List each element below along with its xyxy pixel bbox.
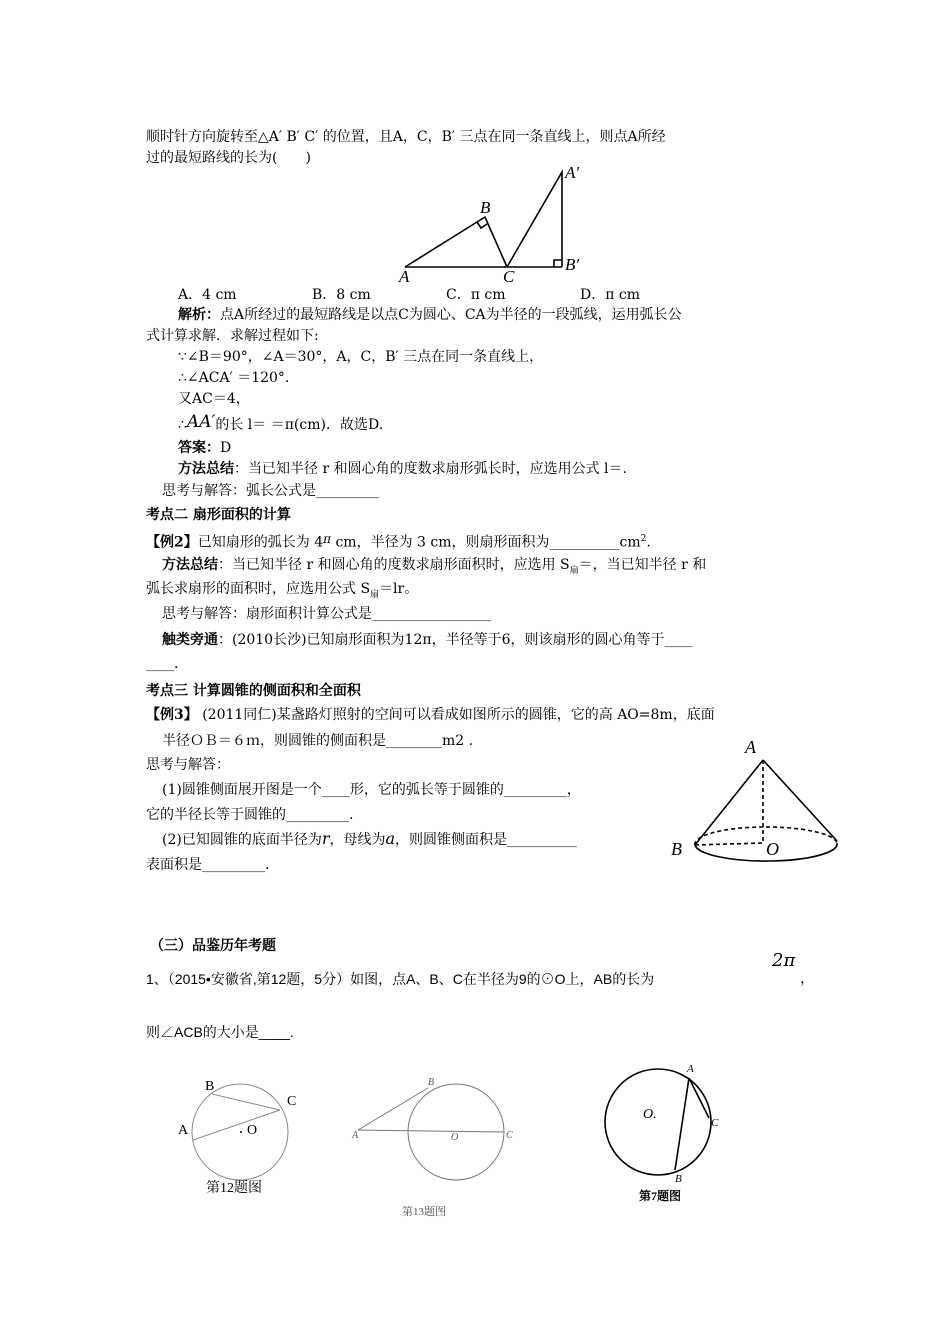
think-3-q2-line-1: (2)已知圆锥的底面半径为r，母线为a，则圆锥侧面积是__________ — [162, 829, 578, 848]
option-a: A．4 cm — [178, 287, 237, 303]
figB-label-o: O — [451, 1132, 459, 1143]
figB-label-b: B — [428, 1077, 435, 1088]
question-1-line-1: 1、（2015•安徽省,第12题，5分）如图，点A、B、C在半径为9的⊙O上，AB的长为 — [146, 971, 655, 987]
analysis-line-2: 式计算求解．求解过程如下: — [146, 328, 319, 344]
think-3-q2-line-2: 表面积是_________. — [146, 857, 270, 873]
cone-label-a: A — [745, 737, 756, 757]
circle-figure-13 — [348, 1070, 528, 1220]
fig1-label-c: C — [503, 267, 515, 285]
example-3-line-2: 半径ＯＢ＝６ｍ，则圆锥的侧面积是________m2 . — [162, 733, 474, 749]
analysis-line-3: ∵∠B＝90°，∠A＝30°，A，C，B′ 三点在同一条直线上， — [178, 349, 544, 365]
figA-label-o: O — [247, 1123, 258, 1138]
think-3-head: 思考与解答： — [146, 757, 230, 773]
question-1-comma: ， — [800, 971, 814, 987]
method-summary-2-line-2: 弧长求扇形的面积时，应选用公式 $S_扇=lr$。 — [146, 581, 419, 600]
section-2-title: 考点二 扇形面积的计算 — [146, 507, 291, 523]
option-b: B．8 cm — [312, 287, 371, 303]
question-1-line-2: 则∠ACB的大小是____. — [146, 1024, 294, 1040]
think-3-q1-line-2: 它的半径长等于圆锥的_________. — [146, 807, 354, 823]
figB-label-a: A — [352, 1130, 359, 1141]
analysis-line-4: ∴∠ACA′ ＝120°. — [178, 370, 290, 386]
fig1-label-a2: A′ — [565, 163, 580, 182]
section-3-title: 考点三 计算圆锥的侧面积和全面积 — [146, 683, 361, 699]
cone-figure — [665, 735, 845, 865]
arc-aa-label: AA′ — [186, 412, 216, 432]
analysis-line-6: ∴AA′的长 l＝ ＝π(cm)．故选D. — [178, 412, 384, 433]
think-1: 思考与解答：弧长公式是_________ — [162, 483, 379, 499]
figC-label-a: A — [687, 1063, 694, 1075]
figB-label-c: C — [506, 1130, 513, 1141]
figC-label-b: B — [675, 1173, 682, 1185]
figC-label-c: C — [711, 1117, 719, 1129]
figC-caption: 第7题图 — [639, 1189, 682, 1203]
circle-figure-12 — [170, 1070, 310, 1200]
answer-line: 答案：D — [178, 440, 232, 456]
figA-label-c: C — [287, 1094, 297, 1109]
cone-label-o: O — [766, 839, 779, 859]
figB-caption: 第13题图 — [402, 1206, 446, 1218]
triangle-rotation-figure — [395, 160, 595, 285]
touch-line-2: ____. — [146, 656, 179, 672]
fig1-label-b: B — [480, 198, 491, 217]
circle-figure-7 — [595, 1060, 735, 1210]
fig1-label-b2: B′ — [565, 255, 580, 274]
figA-label-b: B — [205, 1079, 215, 1094]
method-summary-1: 方法总结：当已知半径 r 和圆心角的度数求扇形弧长时，应选用公式 l＝. — [178, 461, 627, 477]
intro-line-1: 顺时针方向旋转至△A′ B′ C′ 的位置，且A，C，B′ 三点在同一条直线上，则点A所经 — [146, 129, 666, 145]
question-1-fraction: 2π — [772, 950, 796, 971]
analysis-line-1: 解析：点A所经过的最短路线是以点C为圆心、CA为半径的一段弧线，运用弧长公 — [178, 307, 682, 323]
option-c: C．π cm — [446, 287, 506, 303]
analysis-line-5: 又AC＝4， — [178, 391, 250, 407]
figA-label-a: A — [178, 1123, 189, 1138]
cone-label-b: B — [671, 839, 682, 859]
figC-label-o: O. — [643, 1107, 657, 1122]
fig1-label-a: A — [399, 267, 410, 285]
touch-line-1: 触类旁通：(2010长沙)已知扇形面积为12π，半径等于6，则该扇形的圆心角等于____ — [162, 632, 693, 648]
section-4-title: （三）品鉴历年考题 — [150, 937, 276, 953]
option-d: D．π cm — [580, 287, 640, 303]
example-3-line-1: 【例3】 (2011同仁)某盏路灯照射的空间可以看成如图所示的圆锥，它的高 AO=8m，底面 — [146, 707, 715, 723]
intro-line-2: 过的最短路线的长为( ) — [146, 150, 311, 166]
example-2: 【例2】已知扇形的弧长为 4π cm，半径为 3 cm，则扇形面积为$\_\_\_\_\_\_\_\_\_\_cm^2$. — [146, 531, 651, 551]
method-summary-2-line-1: 方法总结：当已知半径 r 和圆心角的度数求扇形面积时，应选用 $S_扇=$，当已知半径 r 和 — [162, 557, 707, 576]
think-3-q1-line-1: (1)圆锥侧面展开图是一个____形，它的弧长等于圆锥的_________， — [162, 782, 581, 798]
figA-caption: 第12题图 — [206, 1181, 262, 1196]
think-2: 思考与解答：扇形面积计算公式是_________________ — [162, 606, 491, 622]
